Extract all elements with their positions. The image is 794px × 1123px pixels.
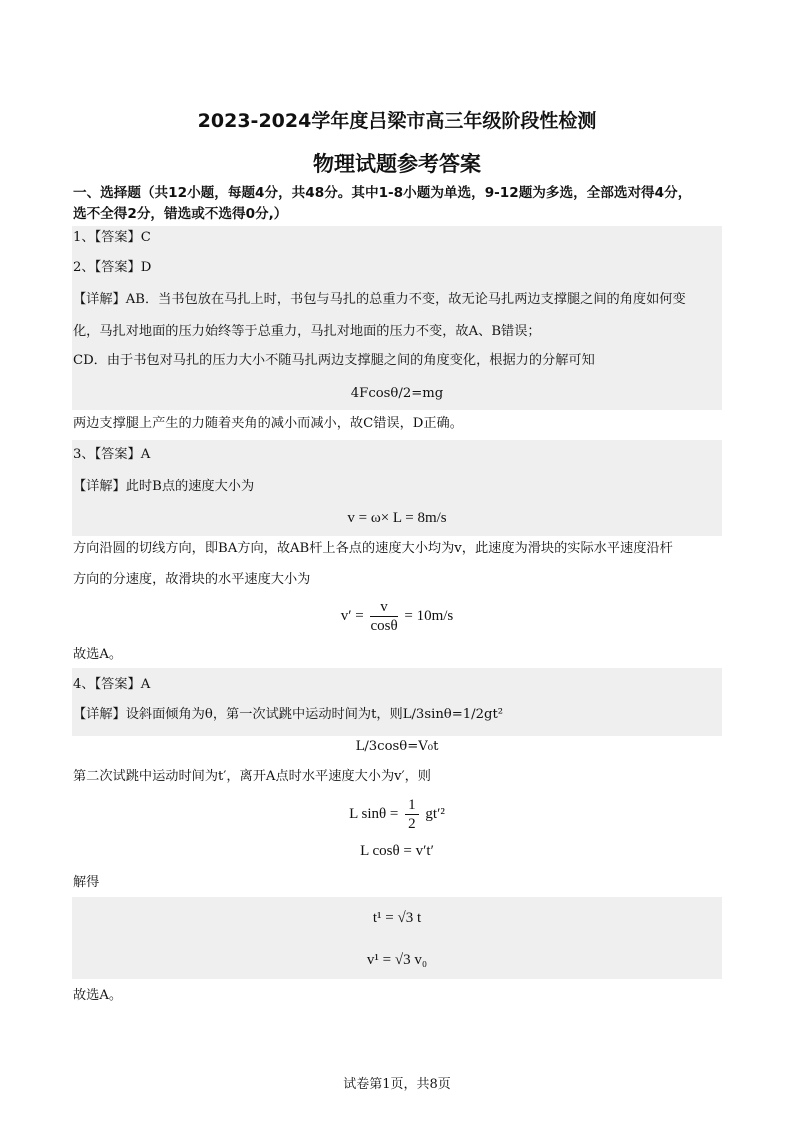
q2-detail-line4: 两边支撑腿上产生的力随着夹角的减小而减小，故C错误，D正确。 bbox=[73, 416, 463, 431]
q4-answer: 4、【答案】A bbox=[73, 677, 151, 692]
q2-formula: 4Fcosθ/2=mg bbox=[350, 386, 444, 401]
q2-detail-line1: 【详解】AB．当书包放在马扎上时，书包与马扎的总重力不变，故无论马扎两边支撑腿之间的角度如何变 bbox=[73, 292, 686, 307]
q4-detail-line1: 【详解】设斜面倾角为θ，第一次试跳中运动时间为t，则L/3sinθ=1/2gt² bbox=[73, 707, 504, 722]
page-title: 2023-2024学年度吕梁市高三年级阶段性检测 bbox=[197, 110, 597, 132]
q3-formula1: v = ω× L = 8m/s bbox=[347, 510, 447, 526]
fraction-numerator: 1 bbox=[405, 796, 419, 815]
q3-formula2-rhs: = 10m/s bbox=[404, 607, 454, 624]
q4-formula2 bbox=[72, 796, 722, 833]
q2-detail-line3: CD．由于书包对马扎的压力大小不随马扎两边支撑腿之间的角度变化，根据力的分解可知 bbox=[73, 353, 595, 368]
section-heading-line1: 一、选择题（共12小题，每题4分，共48分。其中1-8小题为单选，9-12题为多选，全部选对得4分， bbox=[73, 185, 692, 201]
q3-conclusion: 故选A。 bbox=[73, 647, 123, 662]
q4-result1: t¹ = √3 t bbox=[372, 910, 422, 926]
q4-formula2-rhs: gt′² bbox=[425, 805, 445, 822]
q3-formula2-lhs: v′ = bbox=[340, 607, 364, 624]
q3-detail-line1: 【详解】此时B点的速度大小为 bbox=[73, 479, 255, 494]
page-footer: 试卷第1页，共8页 bbox=[343, 1077, 451, 1092]
q4-formula1: L/3cosθ=V₀t bbox=[355, 739, 439, 754]
q4-formula3: L cosθ = v′t′ bbox=[360, 843, 434, 859]
q2-detail-line2: 化，马扎对地面的压力始终等于总重力，马扎对地面的压力不变，故A、B错误； bbox=[73, 324, 541, 339]
q4-result2: v¹ = √3 v₀ bbox=[366, 952, 428, 968]
fraction-denominator: cosθ bbox=[370, 618, 398, 634]
q2-answer: 2、【答案】D bbox=[73, 260, 152, 275]
q3-formula2-fraction bbox=[370, 598, 397, 635]
q4-conclusion: 故选A。 bbox=[73, 988, 123, 1003]
section-heading bbox=[73, 183, 733, 225]
section-heading-line2: 选不全得2分，错选或不选得0分,） bbox=[73, 206, 288, 222]
q1-answer: 1、【答案】C bbox=[73, 230, 151, 245]
q4-formula2-lhs: L sinθ = bbox=[349, 805, 399, 822]
q3-detail-line2: 方向沿圆的切线方向，即BA方向，故AB杆上各点的速度大小均为v，此速度为滑块的实际水平速度沿杆 bbox=[73, 541, 673, 556]
q3-answer: 3、【答案】A bbox=[73, 447, 151, 462]
highlight-band bbox=[72, 226, 722, 410]
fraction-denominator: 2 bbox=[408, 816, 416, 832]
q4-detail-line2: 第二次试跳中运动时间为t′，离开A点时水平速度大小为v′，则 bbox=[73, 769, 431, 784]
q3-detail-line3: 方向的分速度，故滑块的水平速度大小为 bbox=[73, 572, 311, 587]
q3-formula2 bbox=[72, 598, 722, 635]
page-subtitle: 物理试题参考答案 bbox=[313, 152, 481, 176]
fraction-numerator: v bbox=[370, 598, 397, 617]
q4-formula2-fraction bbox=[405, 796, 419, 833]
q4-solve-label: 解得 bbox=[73, 875, 100, 890]
